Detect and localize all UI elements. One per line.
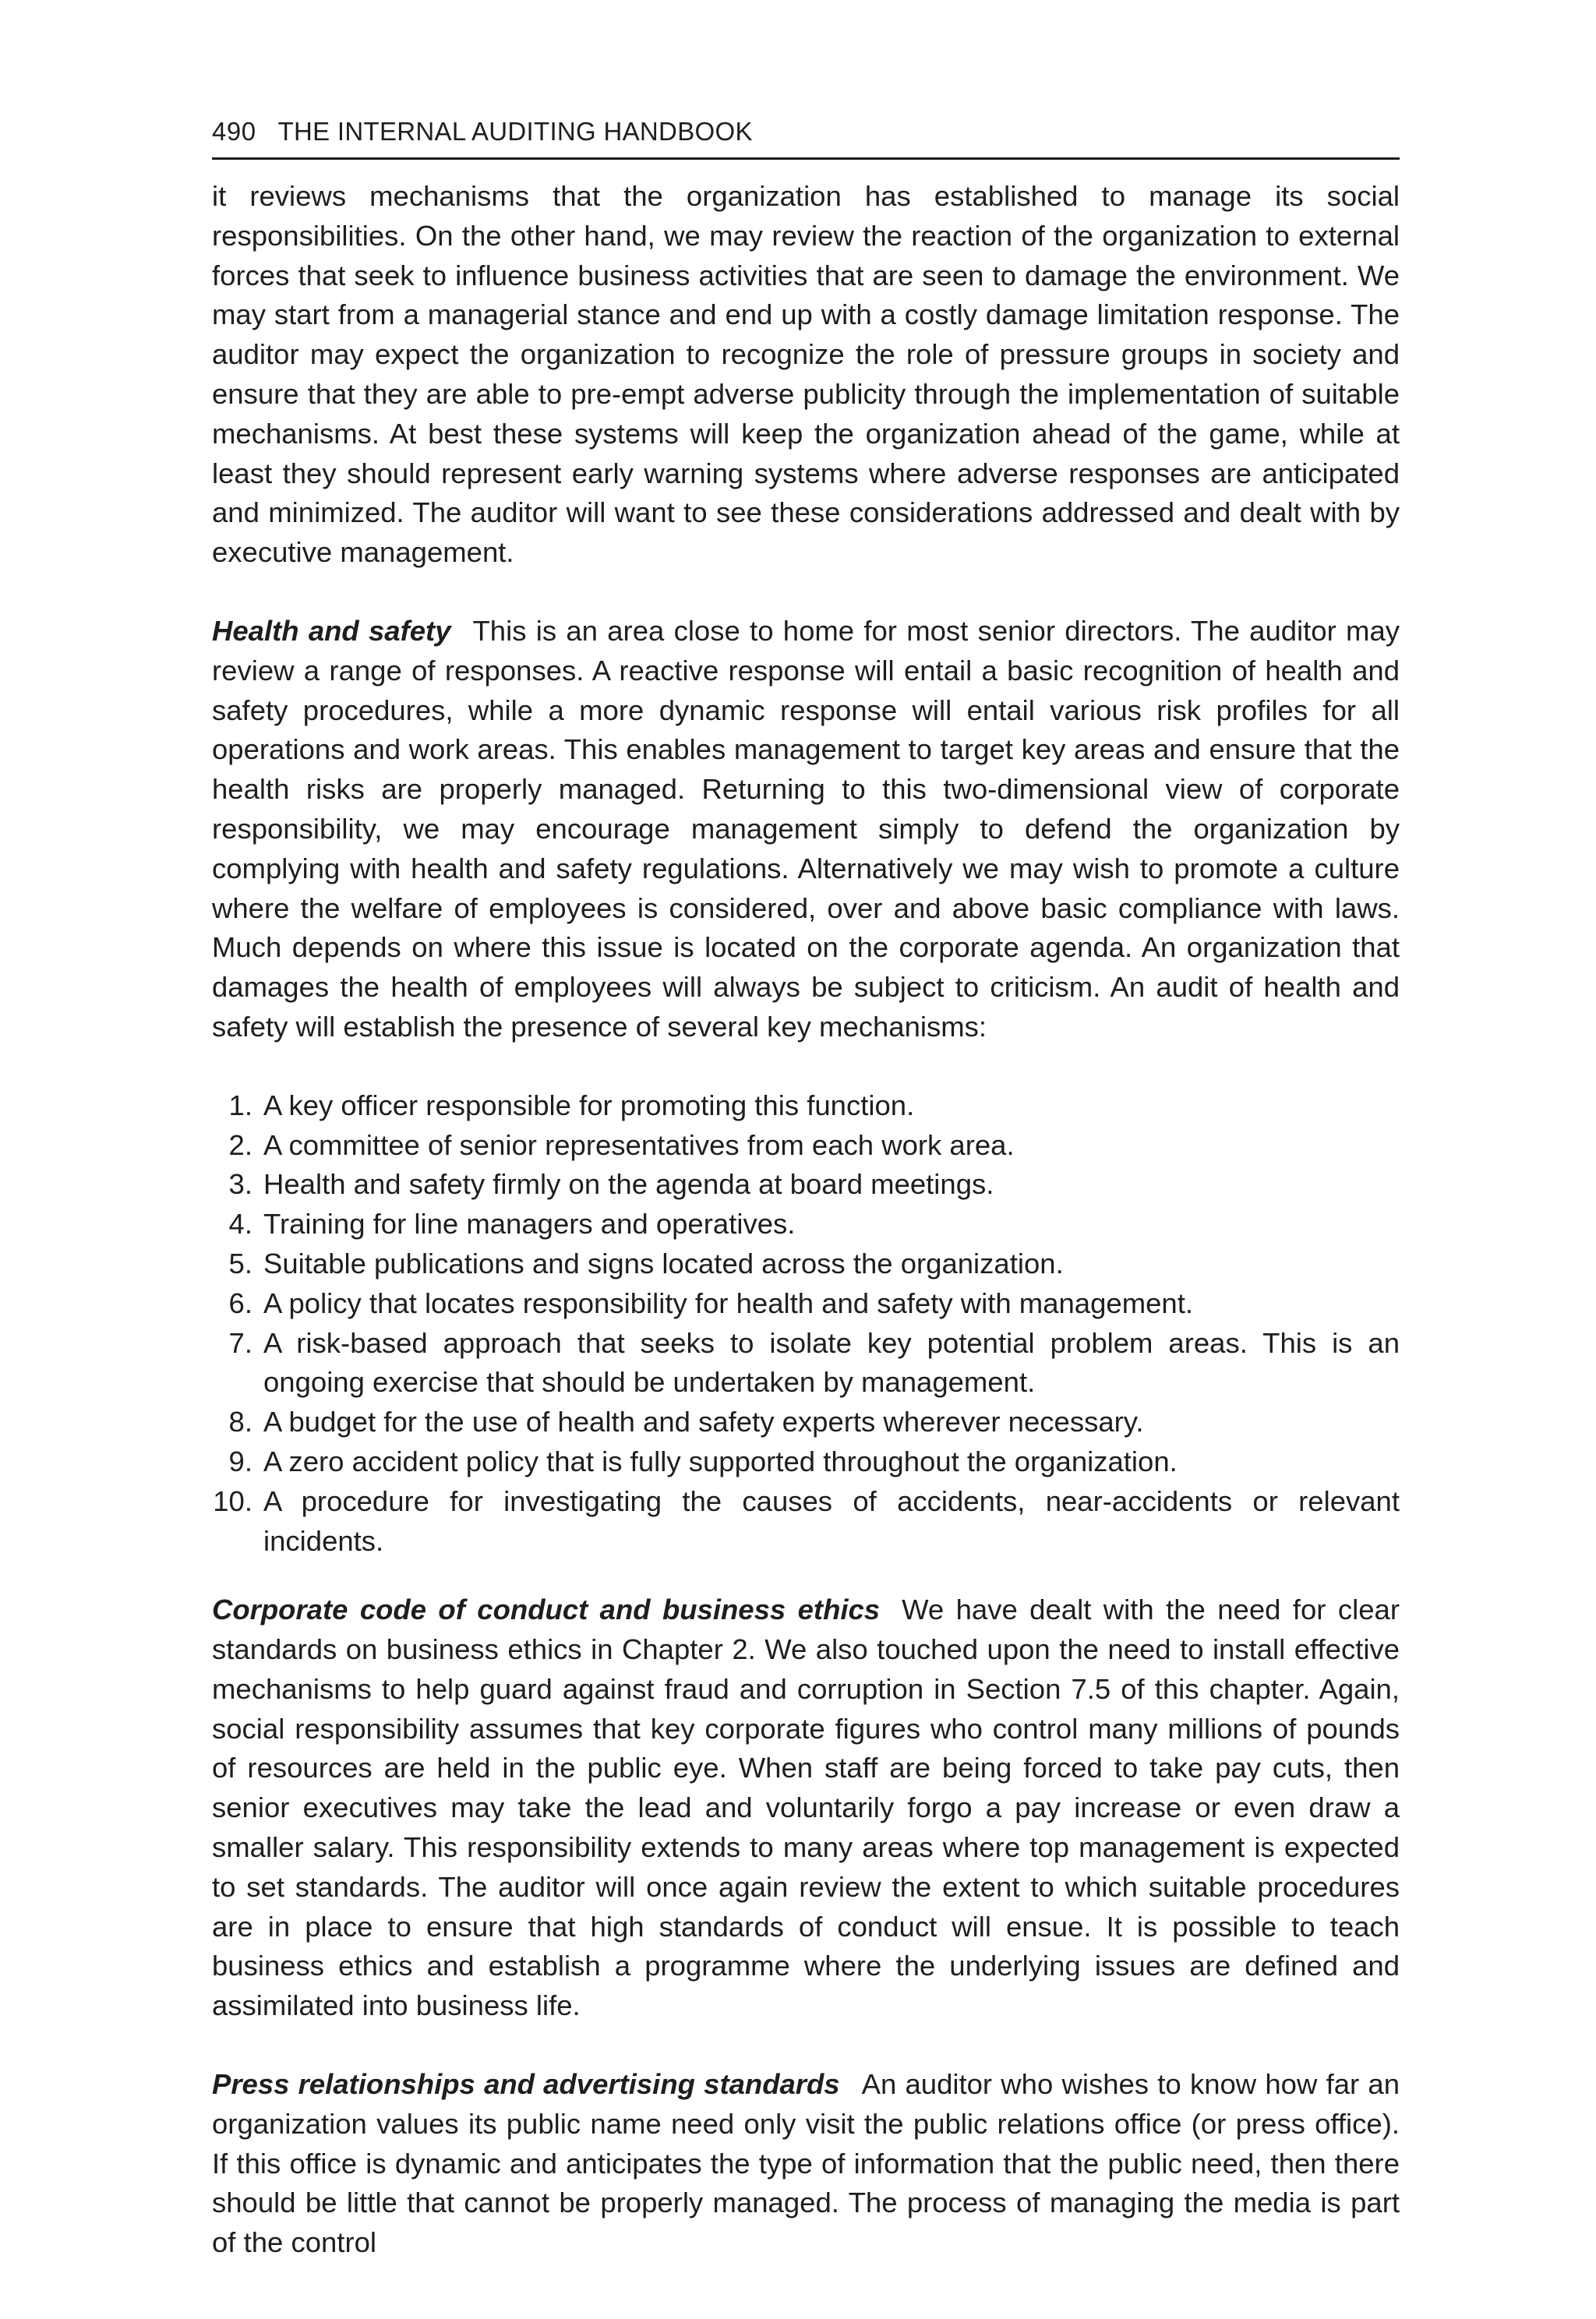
list-item-text: Health and safety firmly on the agenda at board meetings. [263, 1168, 994, 1201]
list-item-text: A risk-based approach that seeks to isolate key potential problem areas. This is an ongoing exercise that should be undertaken by management. [263, 1326, 1400, 1399]
list-item-text: A policy that locates responsibility for health and safety with management. [263, 1287, 1193, 1319]
list-item [212, 1284, 1400, 1324]
book-page [212, 117, 1400, 2263]
conduct-ethics-heading: Corporate code of conduct and business ethics [212, 1594, 881, 1626]
health-safety-paragraph [212, 612, 1400, 1047]
page-number: 490 [212, 117, 256, 146]
health-safety-text: This is an area close to home for most senior directors. The auditor may review a range of responses. A reactive response will entail a basic recognition of health and safety procedures, while a more dynamic response will entail various risk profiles for all operations and work areas. This enables management to target key areas and ensure that the health risks are properly managed. Returning to this two-dimensional view of corporate responsibility, we may encourage management simply to defend the organization by complying with health and safety regulations. Alternatively we may wish to promote a culture where the welfare of employees is considered, over and above basic compliance with laws. Much depends on where this issue is located on the corporate agenda. An organization that damages the health of employees will always be subject to criticism. An audit of health and safety will establish the presence of several key mechanisms: [212, 614, 1400, 1043]
press-advertising-heading: Press relationships and advertising standards [212, 2068, 840, 2101]
list-item [212, 1482, 1400, 1562]
list-item-text: Suitable publications and signs located across the organization. [263, 1247, 1064, 1280]
list-item [212, 1086, 1400, 1126]
list-item-number: 6. [228, 1287, 252, 1319]
book-title: THE INTERNAL AUDITING HANDBOOK [277, 117, 753, 146]
list-item-number: 7. [228, 1326, 252, 1359]
list-item [212, 1442, 1400, 1482]
list-item-text: A budget for the use of health and safety experts wherever necessary. [263, 1406, 1144, 1438]
list-item-number: 3. [228, 1168, 252, 1201]
press-advertising-text: An auditor who wishes to know how far an organization values its public name need only visit the public relations office (or press office). If this office is dynamic and anticipates the type of information that the public need, then there should be little that cannot be properly managed. The process of managing the media is part of the control [212, 2068, 1400, 2259]
list-item [212, 1126, 1400, 1166]
list-item-text: Training for line managers and operatives. [263, 1208, 796, 1241]
list-item-number: 10. [213, 1484, 252, 1517]
conduct-ethics-text: We have dealt with the need for clear standards on business ethics in Chapter 2. We also touched upon the need to install effective mechanisms to help guard against fraud and corruption in Section 7.5 of this chapter. Again, social responsibility assumes that key corporate figures who control many millions of pounds of resources are held in the public eye. When staff are being forced to take pay cuts, then senior executives may take the lead and voluntarily forgo a pay increase or even draw a smaller salary. This responsibility extends to many areas where top management is expected to set standards. The auditor will once again review the extent to which suitable procedures are in place to ensure that high standards of conduct will ensue. It is possible to teach business ethics and establish a programme where the underlying issues are defined and assimilated into business life. [212, 1594, 1400, 2022]
list-item-text: A procedure for investigating the causes of accidents, near-accidents or relevant incidents. [263, 1484, 1400, 1557]
list-item-number: 4. [228, 1208, 252, 1241]
list-item [212, 1205, 1400, 1244]
list-item [212, 1403, 1400, 1442]
list-item [212, 1324, 1400, 1403]
mechanisms-list [212, 1086, 1400, 1562]
health-safety-heading: Health and safety [212, 614, 451, 647]
list-item-number: 9. [228, 1445, 252, 1477]
conduct-ethics-paragraph [212, 1590, 1400, 2026]
list-item-number: 1. [228, 1089, 252, 1121]
list-item-text: A committee of senior representatives from each work area. [263, 1128, 1015, 1161]
press-advertising-paragraph [212, 2065, 1400, 2263]
list-item-number: 5. [228, 1247, 252, 1280]
list-item-text: A key officer responsible for promoting this function. [263, 1089, 915, 1121]
list-item-number: 2. [228, 1128, 252, 1161]
intro-paragraph: it reviews mechanisms that the organization has established to manage its social responsibilities. On the other hand, we may review the reaction of the organization to external forces that seek to influence business activities that are seen to damage the environment. We may start from a managerial stance and end up with a costly damage limitation response. The auditor may expect the organization to recognize the role of pressure groups in society and ensure that they are able to pre-empt adverse publicity through the implementation of suitable mechanisms. At best these systems will keep the organization ahead of the game, while at least they should represent early warning systems where adverse responses are anticipated and minimized. The auditor will want to see these considerations addressed and dealt with by executive management. [212, 180, 1400, 569]
list-item [212, 1244, 1400, 1284]
list-item-number: 8. [228, 1406, 252, 1438]
list-item [212, 1165, 1400, 1205]
list-item-text: A zero accident policy that is fully supported throughout the organization. [263, 1445, 1178, 1477]
running-header [212, 117, 1400, 160]
